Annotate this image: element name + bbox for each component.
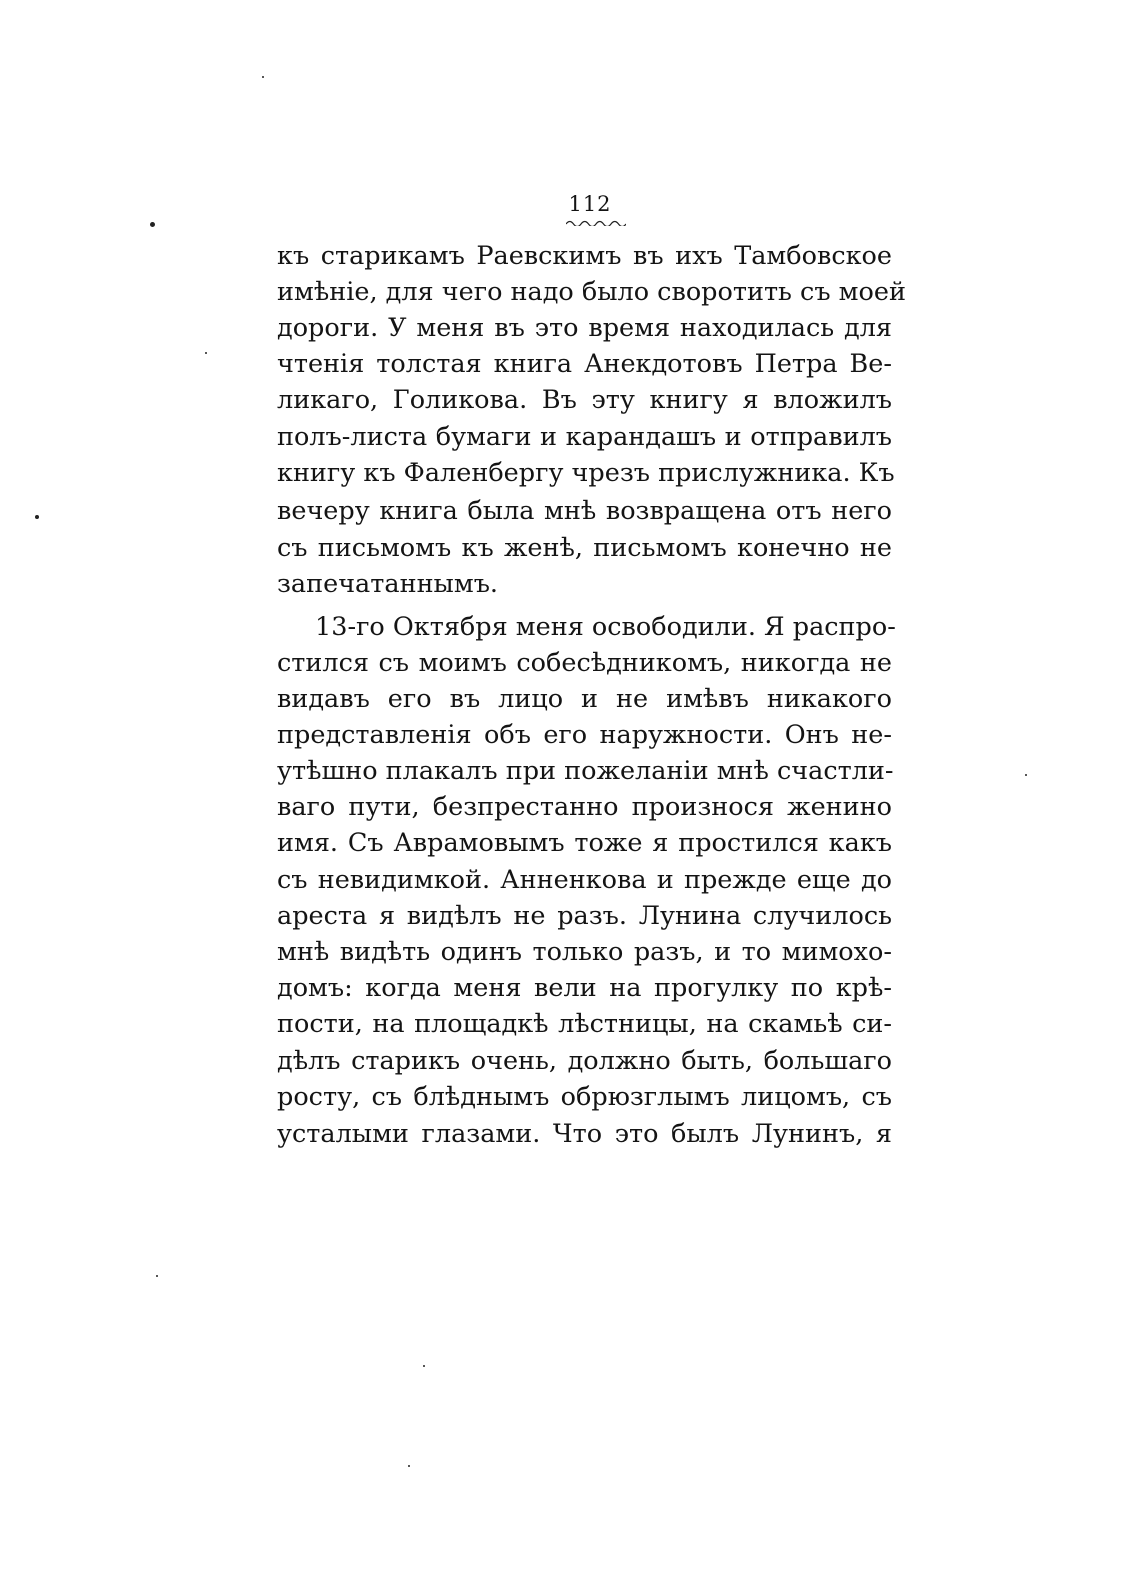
text-line: ваго пути, безпрестанно произнося женино (277, 792, 892, 822)
scan-speck (1025, 774, 1027, 776)
text-line: ареста я видѣлъ не разъ. Лунина случилось (277, 901, 892, 931)
text-line: съ письмомъ къ женѣ, письмомъ конечно не (277, 533, 892, 563)
scan-speck (205, 352, 207, 354)
text-line: 13-го Октября меня освободили. Я распро- (315, 612, 896, 642)
text-line: ликаго, Голикова. Въ эту книгу я вложилъ (277, 385, 892, 415)
text-line: стился съ моимъ собесѣдникомъ, никогда не (277, 648, 892, 678)
text-line: дороги. У меня въ это время находилась для (277, 313, 892, 343)
scan-speck (150, 222, 155, 227)
text-line: росту, съ блѣднымъ обрюзглымъ лицомъ, съ (277, 1082, 892, 1112)
scan-speck (35, 515, 39, 519)
text-line: къ старикамъ Раевскимъ въ ихъ Тамбовское (277, 241, 892, 271)
text-line: запечатаннымъ. (277, 569, 499, 599)
text-line: имя. Съ Аврамовымъ тоже я простился какъ (277, 828, 892, 858)
text-line: чтенія толстая книга Анекдотовъ Петра Ве- (277, 349, 892, 379)
text-line: вечеру книга была мнѣ возвращена отъ него (277, 496, 892, 526)
text-line: утѣшно плакалъ при пожеланіи мнѣ счастли- (277, 756, 894, 786)
text-line: усталыми глазами. Что это былъ Лунинъ, я (277, 1119, 892, 1149)
text-line: представленія объ его наружности. Онъ не- (277, 720, 892, 750)
text-line: мнѣ видѣть одинъ только разъ, и то мимохо- (277, 937, 892, 967)
text-line: видавъ его въ лицо и не имѣвъ никакого (277, 684, 892, 714)
text-line: имѣніе, для чего надо было своротить съ моей (277, 277, 906, 307)
text-line: дѣлъ старикъ очень, должно быть, большаго (277, 1046, 892, 1076)
scan-speck (408, 1465, 410, 1467)
text-line: книгу къ Фаленбергу чрезъ прислужника. Къ (277, 458, 895, 488)
text-line: съ невидимкой. Анненкова и прежде еще до (277, 865, 892, 895)
page-number: 112 (568, 192, 612, 216)
text-line: полъ-листа бумаги и карандашъ и отправилъ (277, 422, 892, 452)
text-line: домъ: когда меня вели на прогулку по крѣ- (277, 973, 892, 1003)
scan-speck (262, 76, 264, 78)
scan-speck (156, 1275, 158, 1277)
scan-speck (423, 1365, 425, 1367)
text-line: пости, на площадкѣ лѣстницы, на скамьѣ си- (277, 1009, 892, 1039)
page-number-ornament (566, 218, 626, 226)
